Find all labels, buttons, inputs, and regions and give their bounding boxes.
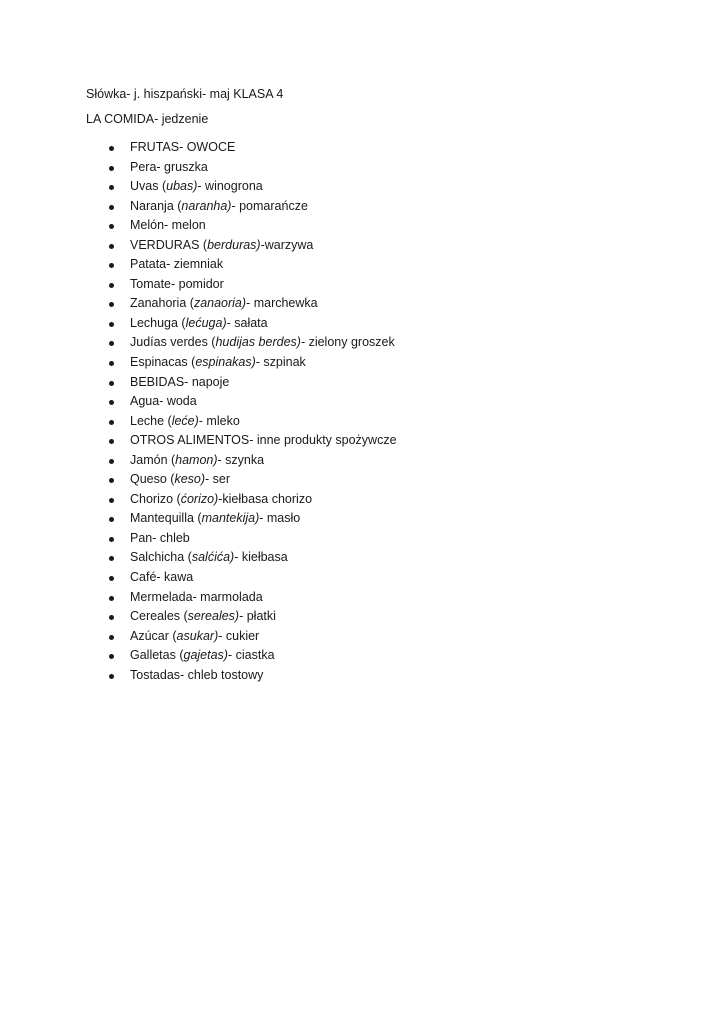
item-translation: - masło (259, 511, 301, 526)
item-term: Uvas ( (130, 179, 167, 194)
item-pronunciation: lećuga) (185, 315, 227, 330)
item-term: VERDURAS ( (130, 237, 208, 252)
item-term: Azúcar ( (130, 628, 177, 643)
item-term: Salchicha ( (130, 550, 192, 565)
item-pronunciation: hudijas berdes) (215, 335, 301, 350)
item-term: BEBIDAS- napoje (130, 374, 230, 389)
item-text (130, 431, 397, 451)
bullet-icon (109, 576, 114, 581)
bullet-icon (109, 381, 114, 386)
bullet-icon (109, 283, 114, 288)
item-term: Queso ( (130, 472, 175, 487)
item-term: Café- kawa (130, 570, 194, 585)
item-pronunciation: sereales) (187, 609, 240, 624)
item-term: Pan- chleb (130, 530, 190, 545)
bullet-icon (109, 224, 114, 229)
item-term: Cereales ( (130, 609, 188, 624)
document-subtitle: LA COMIDA- jedzenie (86, 112, 209, 126)
item-translation: - mleko (198, 413, 240, 428)
item-translation: - szynka (217, 452, 265, 467)
item-pronunciation: asukar) (176, 628, 219, 643)
item-translation: - ser (205, 472, 231, 487)
bullet-icon (109, 166, 114, 171)
item-text (130, 197, 308, 217)
item-text (130, 392, 197, 412)
item-translation: - cukier (218, 628, 260, 643)
item-term: Leche ( (130, 413, 172, 428)
item-pronunciation: zanaoria) (193, 296, 247, 311)
item-term: Mantequilla ( (130, 511, 202, 526)
item-term: Tomate- pomidor (130, 276, 224, 291)
item-pronunciation: leće) (171, 413, 199, 428)
item-text (130, 158, 208, 178)
item-pronunciation: berduras) (207, 237, 261, 252)
item-text (130, 275, 224, 295)
item-text (130, 646, 275, 666)
bullet-icon (109, 263, 114, 268)
item-translation: - pomarańcze (231, 198, 308, 213)
bullet-icon (109, 420, 114, 425)
item-translation: - płatki (239, 609, 276, 624)
bullet-icon (109, 146, 114, 151)
bullet-icon (109, 478, 114, 483)
bullet-icon (109, 654, 114, 659)
item-text (130, 138, 235, 158)
item-translation: - sałata (226, 315, 268, 330)
bullet-icon (109, 205, 114, 210)
item-pronunciation: naranha) (181, 198, 232, 213)
item-translation: - kiełbasa (234, 550, 288, 565)
item-term: Agua- woda (130, 394, 197, 409)
item-term: Chorizo ( (130, 491, 181, 506)
bullet-icon (109, 400, 114, 405)
item-text (130, 470, 230, 490)
item-text (130, 588, 263, 608)
item-text (130, 373, 229, 393)
item-term: Mermelada- marmolada (130, 589, 263, 604)
item-translation: - szpinak (255, 355, 306, 370)
item-translation: -kiełbasa chorizo (218, 491, 313, 506)
item-text (130, 451, 264, 471)
item-text (130, 509, 300, 529)
item-text (130, 314, 268, 334)
item-translation: -warzywa (260, 237, 314, 252)
item-text (130, 255, 223, 275)
bullet-icon (109, 615, 114, 620)
bullet-icon (109, 439, 114, 444)
bullet-icon (109, 244, 114, 249)
item-text (130, 548, 288, 568)
item-text (130, 607, 276, 627)
item-term: Melón- melon (130, 218, 206, 233)
item-translation: - winogrona (197, 179, 263, 194)
item-pronunciation: ubas) (166, 179, 198, 194)
document-title: Słówka- j. hiszpański- maj KLASA 4 (86, 87, 284, 101)
item-pronunciation: keso) (174, 472, 206, 487)
item-pronunciation: espinakas) (195, 355, 256, 370)
item-term: Judías verdes ( (130, 335, 216, 350)
bullet-icon (109, 341, 114, 346)
item-term: Galletas ( (130, 648, 184, 663)
item-term: Lechuga ( (130, 315, 186, 330)
bullet-icon (109, 322, 114, 327)
item-term: FRUTAS- OWOCE (130, 140, 236, 154)
item-term: Jamón ( (130, 452, 176, 467)
bullet-icon (109, 361, 114, 366)
item-text (130, 490, 312, 510)
item-term: Patata- ziemniak (130, 257, 224, 272)
item-pronunciation: ćorizo) (180, 491, 219, 506)
item-pronunciation: salćića) (191, 550, 235, 565)
bullet-icon (109, 635, 114, 640)
item-text (130, 177, 263, 197)
item-text (130, 627, 259, 647)
bullet-icon (109, 556, 114, 561)
item-term: OTROS ALIMENTOS- inne produkty spożywcze (130, 433, 397, 448)
item-pronunciation: mantekija) (201, 511, 260, 526)
item-translation: - zielony groszek (300, 335, 395, 350)
bullet-icon (109, 185, 114, 190)
item-text (130, 294, 318, 314)
item-translation: - marchewka (246, 296, 318, 311)
bullet-icon (109, 537, 114, 542)
item-text (130, 236, 313, 256)
item-text (130, 529, 190, 549)
item-text (130, 216, 206, 236)
item-term: Tostadas- chleb tostowy (130, 667, 264, 682)
item-text (130, 666, 263, 686)
item-text (130, 412, 240, 432)
item-term: Pera- gruszka (130, 159, 208, 174)
item-translation: - ciastka (227, 648, 275, 663)
item-pronunciation: gajetas) (183, 648, 228, 663)
bullet-icon (109, 596, 114, 601)
item-term: Espinacas ( (130, 355, 196, 370)
item-term: Zanahoria ( (130, 296, 194, 311)
item-text (130, 353, 306, 373)
bullet-icon (109, 459, 114, 464)
bullet-icon (109, 674, 114, 679)
bullet-icon (109, 517, 114, 522)
item-term: Naranja ( (130, 198, 182, 213)
item-text (130, 333, 395, 353)
bullet-icon (109, 302, 114, 307)
item-text (130, 568, 193, 588)
item-pronunciation: hamon) (175, 452, 218, 467)
bullet-icon (109, 498, 114, 503)
